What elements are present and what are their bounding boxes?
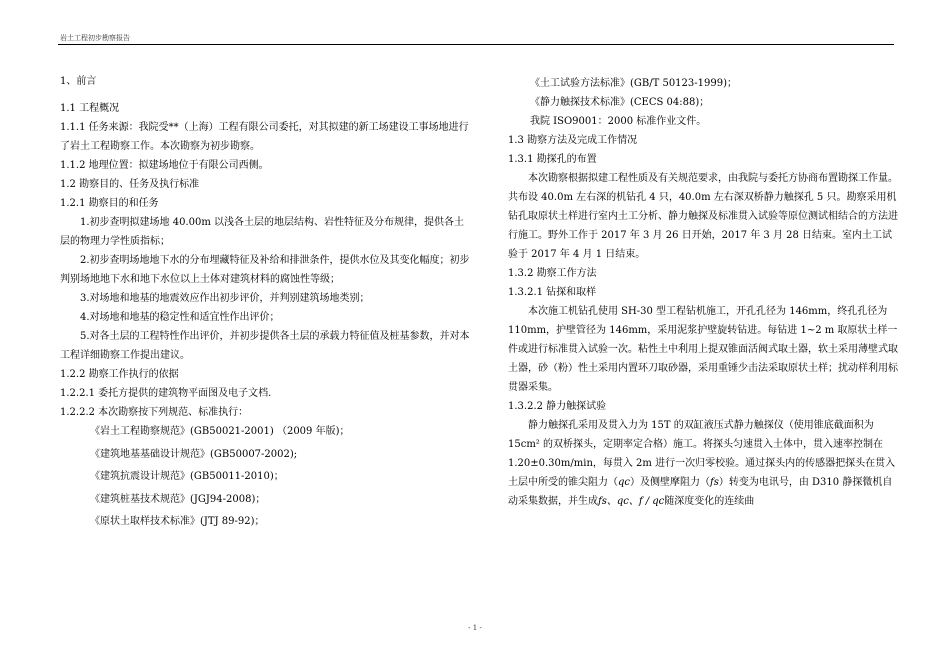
left-column bbox=[60, 72, 470, 535]
standard-ref-3: 《建筑抗震设计规范》(GB50011-2010)； bbox=[90, 471, 284, 482]
heading-1-1: 1.1 工程概况 bbox=[60, 103, 120, 114]
para-1-2-2-1: 1.2.2.1 委托方提供的建筑物平面图及电子文档. bbox=[60, 388, 272, 399]
iso-standard: 我院 ISO9001：2000 标准作业文件。 bbox=[530, 116, 707, 127]
para-1-2-2-2: 1.2.2.2 本次勘察按下列规范、标准执行： bbox=[60, 407, 249, 418]
header-rule bbox=[58, 44, 894, 45]
heading-1-2-1: 1.2.1 勘察目的和任务 bbox=[60, 198, 159, 209]
var-curves: fs、qc、f / qc bbox=[598, 496, 665, 507]
var-qc: qc bbox=[618, 477, 631, 488]
standard-ref-4: 《建筑桩基技术规范》(JGJ94-2008)； bbox=[90, 493, 266, 505]
para-1-1-1: 1.1.1 任务来源：我院受**（上海）工程有限公司委托，对其拟建的新工场建设工事场地进行了岩土工程勘察工作。本次勘察为初步勘察。 bbox=[60, 122, 469, 152]
var-fs: fs bbox=[710, 477, 719, 488]
heading-1-3: 1.3 勘察方法及完成工作情况 bbox=[508, 135, 638, 146]
para-1-1-2: 1.1.2 地理位置：拟建场地位于有限公司西侧。 bbox=[60, 160, 269, 171]
heading-1-3-2-2: 1.3.2.2 静力触探试验 bbox=[508, 401, 607, 412]
task-item-5: 5.对各土层的工程特性作出评价，并初步提供各土层的承载力特征值及桩基参数，并对本工程详细勘察工作提出建议。 bbox=[60, 331, 470, 361]
heading-1-2: 1.2 勘察目的、任务及执行标准 bbox=[60, 179, 200, 190]
heading-1-2-2: 1.2.2 勘察工作执行的依据 bbox=[60, 369, 179, 380]
page-header: 岩土工程初步勘察报告 bbox=[60, 34, 130, 42]
task-item-2: 2.初步查明场地地下水的分布埋藏特征及补给和排泄条件，提供水位及其变化幅度；初步判别场地地下水和地下水位以上土体对建筑材料的腐蚀性等级； bbox=[60, 255, 470, 285]
cpt-text-b: ）及侧壁摩阻力（ bbox=[630, 477, 711, 488]
standard-ref-1: 《岩土工程勘察规范》(GB50021-2001) （2009 年版)； bbox=[90, 426, 350, 437]
standard-ref-6: 《土工试验方法标准》(GB/T 50123-1999)； bbox=[530, 78, 737, 89]
right-column bbox=[508, 74, 898, 511]
heading-preface: 1、前言 bbox=[60, 76, 97, 87]
cpt-text-a: 静力触探孔采用及贯入力为 15T 的双缸液压式静力触探仪（使用锥底截面积为 15cm² 的双桥探头，定期率定合格）施工。将探头匀速贯入土体中，贯入速率控制在 1.20±0.30m/min，每贯入 2m 进行一次归零校验。通过探头内的传感器把探头在贯入土层中所受的锥尖阻力（ bbox=[508, 420, 896, 488]
page-number: - 1 - bbox=[468, 624, 482, 632]
heading-1-3-2-1: 1.3.2.1 钻探和取样 bbox=[508, 287, 597, 298]
task-item-1: 1.初步查明拟建场地 40.00m 以浅各土层的地层结构、岩性特征及分布规律，提供各土层的物理力学性质指标； bbox=[60, 217, 465, 247]
cpt-text-c: ）转变为电讯号，由 D310 静探微机自动采集数据，并生成 bbox=[508, 477, 893, 507]
heading-1-3-1: 1.3.1 勘探孔的布置 bbox=[508, 154, 597, 165]
standard-ref-5: 《原状土取样技术标准》(JTJ 89-92)； bbox=[90, 516, 265, 527]
standard-ref-2: 《建筑地基基础设计规范》(GB50007-2002); bbox=[90, 448, 298, 460]
standard-ref-7: 《静力触探技术标准》(CECS 04:88)； bbox=[530, 97, 710, 108]
para-borehole-layout: 本次勘察根据拟建工程性质及有关规范要求，由我院与委托方协商布置勘探工作量。共布设 40.0m 左右深的机钻孔 4 只，40.0m 左右深双桥静力触探孔 5 只。勘察采用机钻孔取原状土样进行室内土工分析、静力触探及标准贯入试验等原位测试相结合的方法进行施工。野外工作于 2017 年 3 月 26 日开始，2017 年 3 月 28 日结束。室内土工试验于 2017 年 4 月 1 日结束。 bbox=[508, 173, 898, 260]
para-cpt-test bbox=[508, 416, 898, 511]
heading-1-3-2: 1.3.2 勘察工作方法 bbox=[508, 268, 597, 279]
task-item-4: 4.对场地和地基的稳定性和适宜性作出评价； bbox=[80, 312, 280, 323]
task-item-3: 3.对场地和地基的地震效应作出初步评价，并判别建筑场地类别； bbox=[80, 293, 370, 304]
cpt-text-e: 随深度变化的连续曲 bbox=[664, 496, 755, 507]
para-drilling-sampling: 本次施工机钻孔使用 SH-30 型工程钻机施工，开孔孔径为 146mm，终孔孔径为 110mm，护壁管径为 146mm，采用泥浆护壁旋转钻进。每钻进 1~2 m 取原状土样一件或进行标准贯入试验一次。粘性土中利用上提双锥面活阀式取土器，软土采用薄壁式取土器，砂（粉）性土采用内置环刀取砂器，采用重锤少击法采取原状土样；扰动样利用标贯器采集。 bbox=[508, 306, 898, 393]
